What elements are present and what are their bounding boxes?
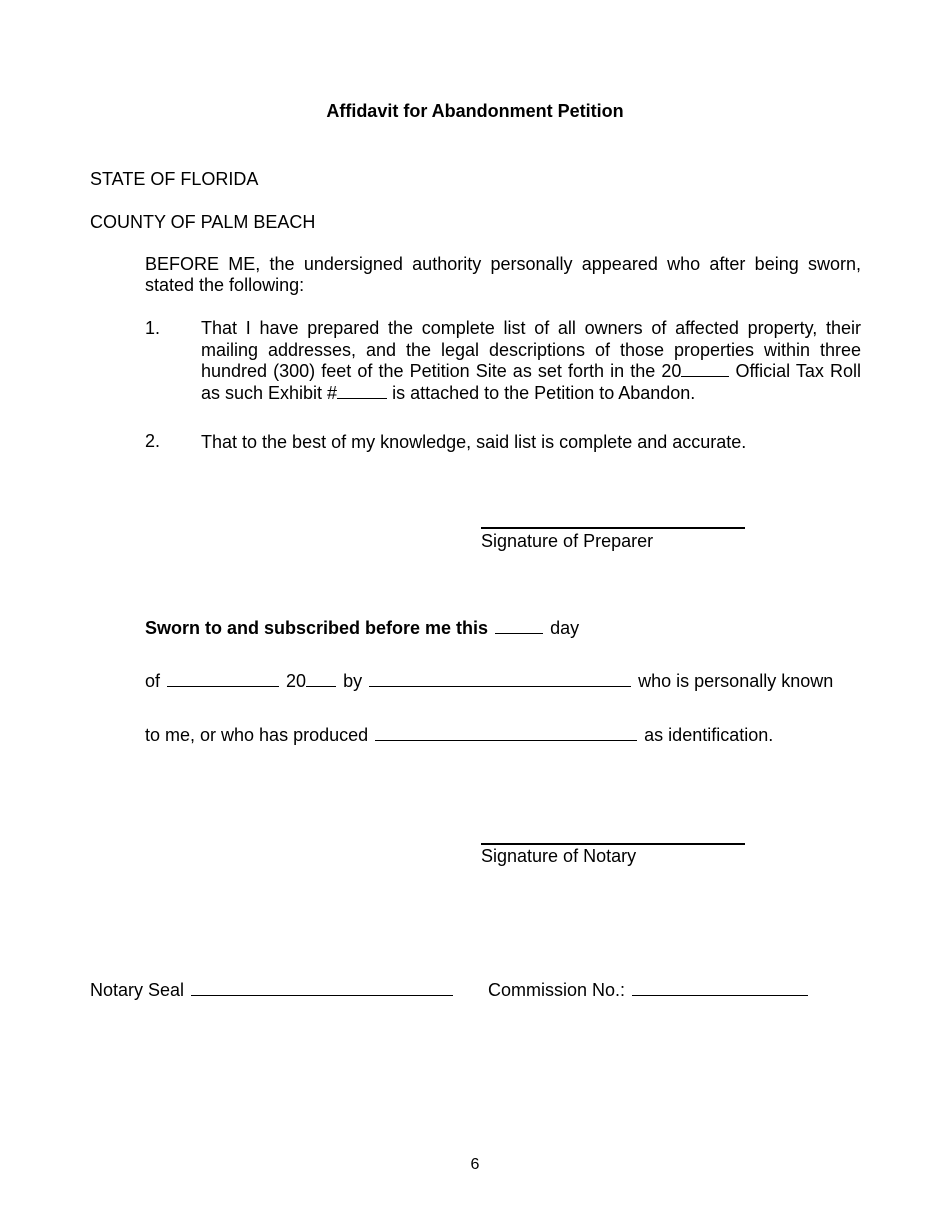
affiant-name-blank[interactable] — [369, 671, 631, 687]
identification-blank[interactable] — [375, 725, 637, 741]
item-1-text-part2: Official Tax Roll as such Exhibit # — [201, 361, 862, 403]
tax-roll-year-blank[interactable] — [681, 361, 729, 377]
year-blank[interactable] — [306, 671, 336, 687]
exhibit-number-blank[interactable] — [337, 383, 387, 399]
county-label: COUNTY OF PALM BEACH — [90, 212, 316, 232]
preparer-signature-label: Signature of Preparer — [481, 531, 654, 551]
preparer-signature-line[interactable] — [481, 527, 745, 529]
state-label: STATE OF FLORIDA — [90, 169, 259, 189]
item-2-text: That to the best of my knowledge, said list is complete and accurate. — [201, 432, 747, 452]
item-2-number: 2. — [145, 431, 161, 451]
produced-text: to me, or who has produced — [145, 725, 369, 745]
notary-seal-row — [90, 979, 455, 1001]
sworn-line-3 — [145, 724, 773, 746]
document-title: Affidavit for Abandonment Petition — [326, 101, 624, 121]
sworn-bold-text: Sworn to and subscribed before me this — [145, 618, 489, 638]
notary-seal-blank[interactable] — [191, 980, 453, 996]
item-1-text-part1: That I have prepared the complete list of all owners of affected property, their mailing addresses, and the legal descriptions of those properties within three hundred (300) feet of the Petition Site as set forth in the 20 — [201, 318, 861, 381]
notary-seal-label: Notary Seal — [90, 980, 185, 1000]
page-number: 6 — [470, 1156, 480, 1173]
commission-row — [488, 979, 810, 1001]
sworn-line-1 — [145, 617, 579, 639]
commission-number-blank[interactable] — [632, 980, 808, 996]
month-blank[interactable] — [167, 671, 279, 687]
commission-label: Commission No.: — [488, 980, 626, 1000]
item-1-number: 1. — [145, 318, 161, 338]
by-word: by — [343, 671, 363, 691]
item-1-text — [201, 318, 861, 404]
of-word: of — [145, 671, 161, 691]
year-prefix: 20 — [286, 671, 307, 691]
day-blank[interactable] — [495, 618, 543, 634]
sworn-line-2 — [145, 670, 833, 692]
identification-text: as identification. — [644, 725, 774, 745]
known-text: who is personally known — [638, 671, 834, 691]
notary-signature-label: Signature of Notary — [481, 846, 637, 866]
intro-paragraph: BEFORE ME, the undersigned authority personally appeared who after being sworn, stated the following: — [145, 254, 861, 295]
day-word: day — [550, 618, 580, 638]
item-1-text-part3: is attached to the Petition to Abandon. — [387, 382, 696, 403]
